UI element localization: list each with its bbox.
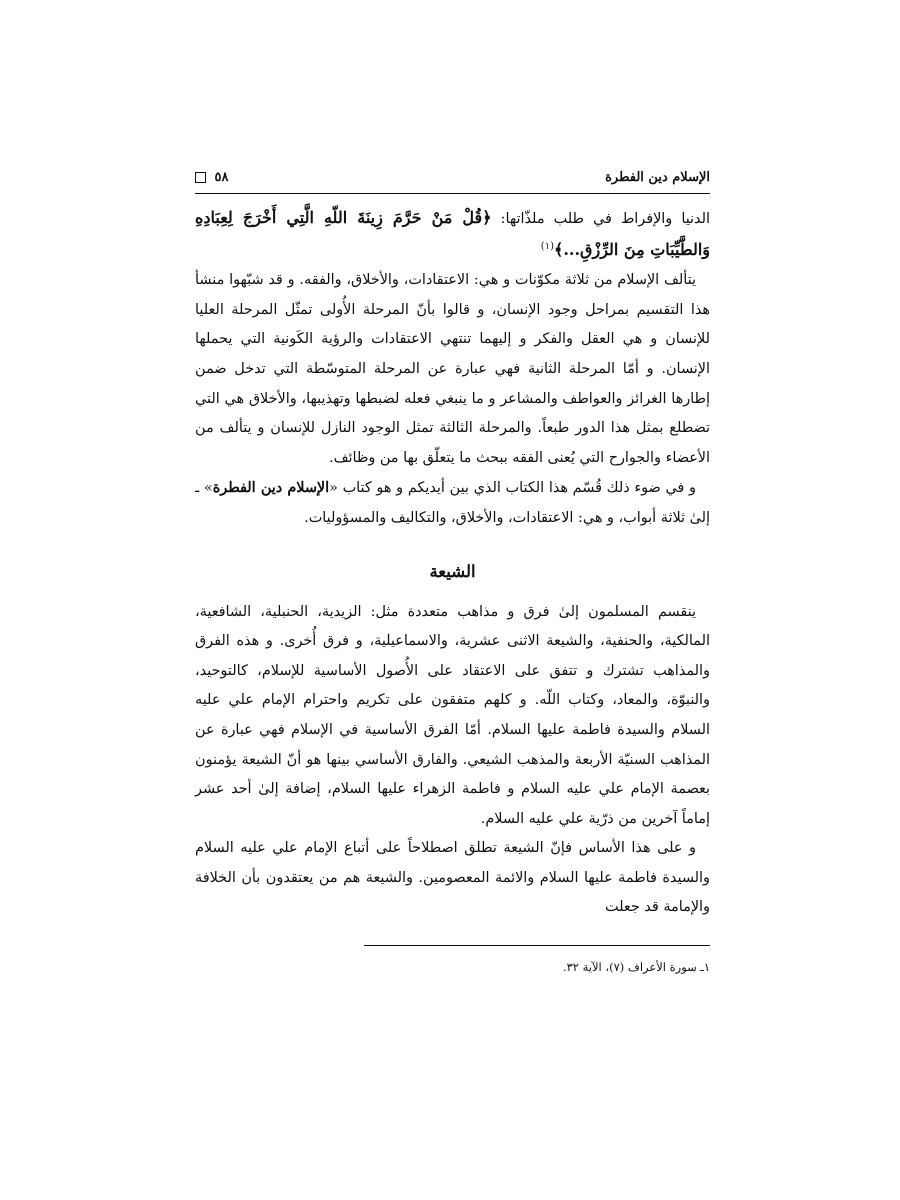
paragraph-2-post: » ـ إلىٰ ثلاثة أبواب، و هي: الاعتقادات، والأخلاق، والتكاليف والمسؤوليات. xyxy=(195,480,710,526)
section-heading: الشيعة xyxy=(429,561,476,581)
quran-verse: ﴿قُلْ مَنْ حَرَّمَ زِينَةَ اللّهِ الَّتِي أَخْرَجَ لِعِبَادِهِ وَالطَّيِّبَاتِ مِنَ الرِّزْقِ...﴾ xyxy=(195,208,710,259)
paragraph-components: يتألف الإسلام من ثلاثة مكوّنات و هي: الاعتقادات، والأخلاق، والفقه. و قد شبّهوا منشأ هذا التقسيم بمراحل وجود الإنسان، و قالوا بأنّ المرحلة الأُولى تمثّل المرحلة العليا للإنسان و هي العقل والفكر و إليهما تنتهي الاعتقادات والرؤية الكَونية التي يحملها الإنسان. و أمّا المرحلة الثانية فهي عبارة عن المرحلة المتوسّطة التي تدخل ضمن إطارها الغرائز والعواطف والمشاعر و ما ينبغي فعله لضبطها وتهذيبها، والأخلاق هي التي تضطلع بمثل هذا الدور طبعاً. والمرحلة الثالثة تمثل الوجود النازل للإنسان و يتألف من الأعضاء والجوارح التي يُعنى الفقه ببحث ما يتعلّق بها من وظائف. xyxy=(195,272,710,466)
intro-paragraph xyxy=(195,203,710,266)
footnote: ١ـ سورة الأعراف (٧)، الآية ٣٢. xyxy=(562,960,710,974)
page-number: ٥٨ xyxy=(214,170,229,185)
paragraph-book-structure xyxy=(195,473,710,533)
intro-text: الدنيا والإفراط في طلب ملذّاتها: xyxy=(491,211,710,227)
running-header xyxy=(195,168,710,190)
page-body xyxy=(195,203,710,923)
header-rule xyxy=(195,193,710,194)
paragraph-sects: ينقسم المسلمون إلىٰ فرق و مذاهب متعددة مثل: الزيدية، الحنبلية، الشافعية، المالكية، والحنفية، والشيعة الاثنى عشرية، والاسماعيلية، و فرق أُخرى. و هذه الفرق والمذاهب تشترك و تتفق على الاعتقاد على الأُصول الأساسية للإسلام، كالتوحيد، والنبوّة، والمعاد، وكتاب اللّه. و كلهم متفقون على تكريم واحترام الإمام علي عليه السلام والسيدة فاطمة عليها السلام. أمّا الفرق الأساسية في الإسلام فهي عبارة عن المذاهب السنيّة الأربعة والمذهب الشيعي. والفارق الأساسي بينها هو أنّ الشيعة يؤمنون بعصمة الإمام علي عليه السلام و فاطمة الزهراء عليها السلام، إضافة إلىٰ أحد عشر إماماً آخرين من ذرّية علي عليه السلام. xyxy=(195,603,710,827)
square-ornament-icon xyxy=(195,172,206,183)
paragraph-shia-definition: و على هذا الأساس فإنّ الشيعة تطلق اصطلاحاً على أتباع الإمام علي عليه السلام والسيدة فاطمة عليها السلام والائمة المعصومين. والشيعة هم من يعتقدون بأن الخلافة والإمامة قد جعلت xyxy=(195,840,710,916)
footnote-reference: (١) xyxy=(540,240,554,252)
paragraph-2-pre: و في ضوء ذلك قُسّم هذا الكتاب الذي بين أيديكم و هو كتاب « xyxy=(329,480,696,497)
page-number-block xyxy=(195,170,229,185)
book-title: الإسلام دين الفطرة xyxy=(605,170,710,185)
book-title-inline: الإسلام دين الفطرة xyxy=(212,479,330,497)
footnote-rule xyxy=(364,945,710,946)
